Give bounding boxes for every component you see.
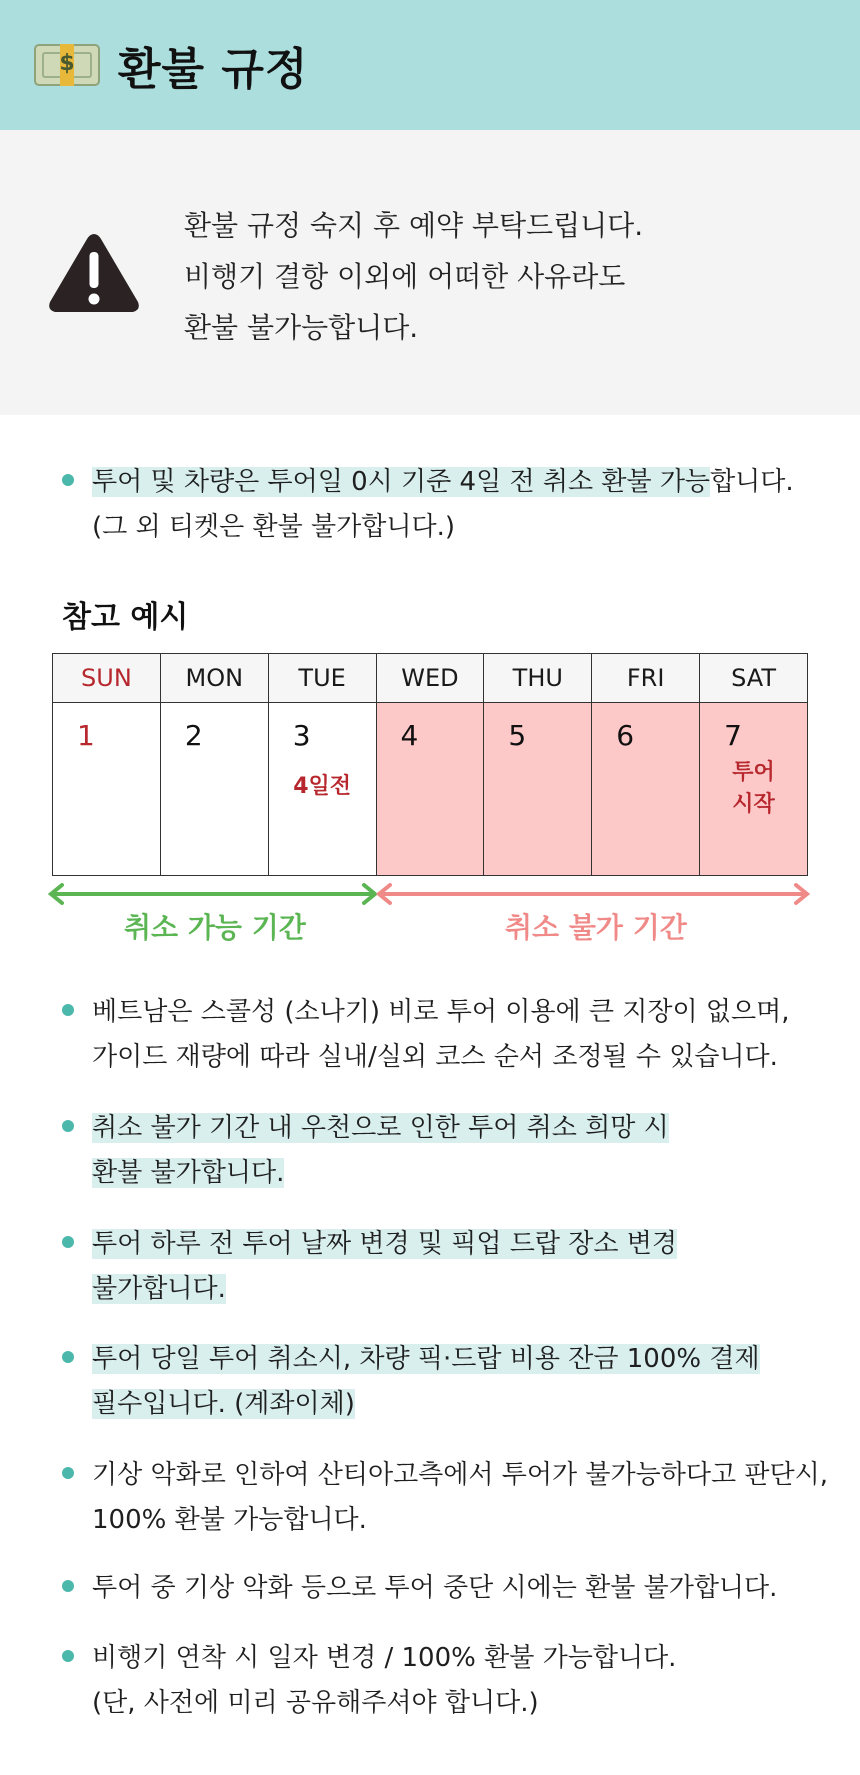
intro-rest: 합니다. (710, 467, 794, 497)
day-header-fri: FRI (592, 654, 700, 703)
rule-line: 필수입니다. (계좌이체) (92, 1389, 355, 1419)
example-calendar (52, 653, 808, 876)
day-cell-7 (700, 703, 808, 876)
rule-line: 가이드 재량에 따라 실내/실외 코스 순서 조정될 수 있습니다. (92, 1042, 778, 1072)
day-cell-1 (53, 703, 161, 876)
bullet-dot (62, 1120, 74, 1132)
date-number: 4 (400, 719, 419, 752)
period-arrows (46, 882, 816, 906)
cancel-ok-arrow (51, 885, 375, 903)
cancel-no-arrow (379, 885, 807, 903)
day-header-mon: MON (160, 654, 268, 703)
warning-box (0, 130, 860, 415)
intro-bullet (62, 460, 842, 550)
bullet-dot (62, 1580, 74, 1592)
rule-item (62, 1222, 842, 1312)
bullet-dot (62, 1650, 74, 1662)
rule-line: 불가합니다. (92, 1274, 226, 1304)
date-number: 2 (184, 719, 203, 752)
rule-line: 100% 환불 가능합니다. (92, 1505, 367, 1535)
date-number: 5 (508, 719, 527, 752)
warning-triangle-icon (46, 230, 142, 316)
rule-line: 투어 중 기상 악화 등으로 투어 중단 시에는 환불 불가합니다. (92, 1573, 778, 1603)
cancel-no-label: 취소 불가 기간 (505, 911, 687, 944)
date-number: 7 (724, 719, 742, 752)
warning-line: 비행기 결항 이외에 어떠한 사유라도 (184, 260, 626, 293)
bullet-dot (62, 1351, 74, 1363)
day-cell-3 (268, 703, 376, 876)
bullet-dot (62, 474, 74, 486)
page-title: 환불 규정 (118, 44, 309, 95)
date-number: 6 (616, 719, 635, 752)
rule-line: 투어 당일 투어 취소시, 차량 픽·드랍 비용 잔금 100% 결제 (92, 1344, 760, 1374)
bullet-dot (62, 1236, 74, 1248)
rule-line: (단, 사전에 미리 공유해주셔야 합니다.) (92, 1688, 539, 1718)
rule-item (62, 1337, 842, 1427)
rule-line: 베트남은 스콜성 (소나기) 비로 투어 이용에 큰 지장이 없으며, (92, 997, 790, 1027)
day-cell-4 (376, 703, 484, 876)
money-bill-icon: $ (34, 44, 100, 86)
rule-item (62, 1453, 842, 1543)
rule-item (62, 990, 842, 1080)
four-days-before-note: 4일전 (293, 774, 352, 799)
day-header-thu: THU (484, 654, 592, 703)
day-header-sat: SAT (700, 654, 808, 703)
day-cell-6 (592, 703, 700, 876)
rule-line: 투어 하루 전 투어 날짜 변경 및 픽업 드랍 장소 변경 (92, 1229, 677, 1259)
day-header-tue: TUE (268, 654, 376, 703)
rule-item (62, 1106, 842, 1196)
day-header-wed: WED (376, 654, 484, 703)
example-title: 참고 예시 (62, 600, 189, 635)
intro-line2: (그 외 티켓은 환불 불가합니다.) (92, 512, 456, 542)
bullet-dot (62, 1004, 74, 1016)
tour-start-note: 투어 시작 (732, 760, 775, 817)
rule-line: 취소 불가 기간 내 우천으로 인한 투어 취소 희망 시 (92, 1113, 669, 1143)
cancel-ok-label: 취소 가능 기간 (124, 911, 306, 944)
date-number: 1 (77, 719, 95, 752)
rule-item (62, 1636, 842, 1726)
day-cell-5 (484, 703, 592, 876)
rule-item (62, 1566, 842, 1611)
rule-line: 기상 악화로 인하여 산티아고측에서 투어가 불가능하다고 판단시, (92, 1460, 828, 1490)
day-cell-2 (160, 703, 268, 876)
rule-line: 환불 불가합니다. (92, 1158, 285, 1188)
rule-line: 비행기 연착 시 일자 변경 / 100% 환불 가능합니다. (92, 1643, 677, 1673)
page-header (0, 0, 860, 130)
day-header-sun: SUN (53, 654, 161, 703)
bullet-dot (62, 1467, 74, 1479)
warning-line: 환불 불가능합니다. (184, 311, 419, 344)
warning-line: 환불 규정 숙지 후 예약 부탁드립니다. (184, 209, 644, 242)
intro-highlight: 투어 및 차량은 투어일 0시 기준 4일 전 취소 환불 가능 (92, 467, 711, 497)
date-number: 3 (292, 719, 311, 752)
